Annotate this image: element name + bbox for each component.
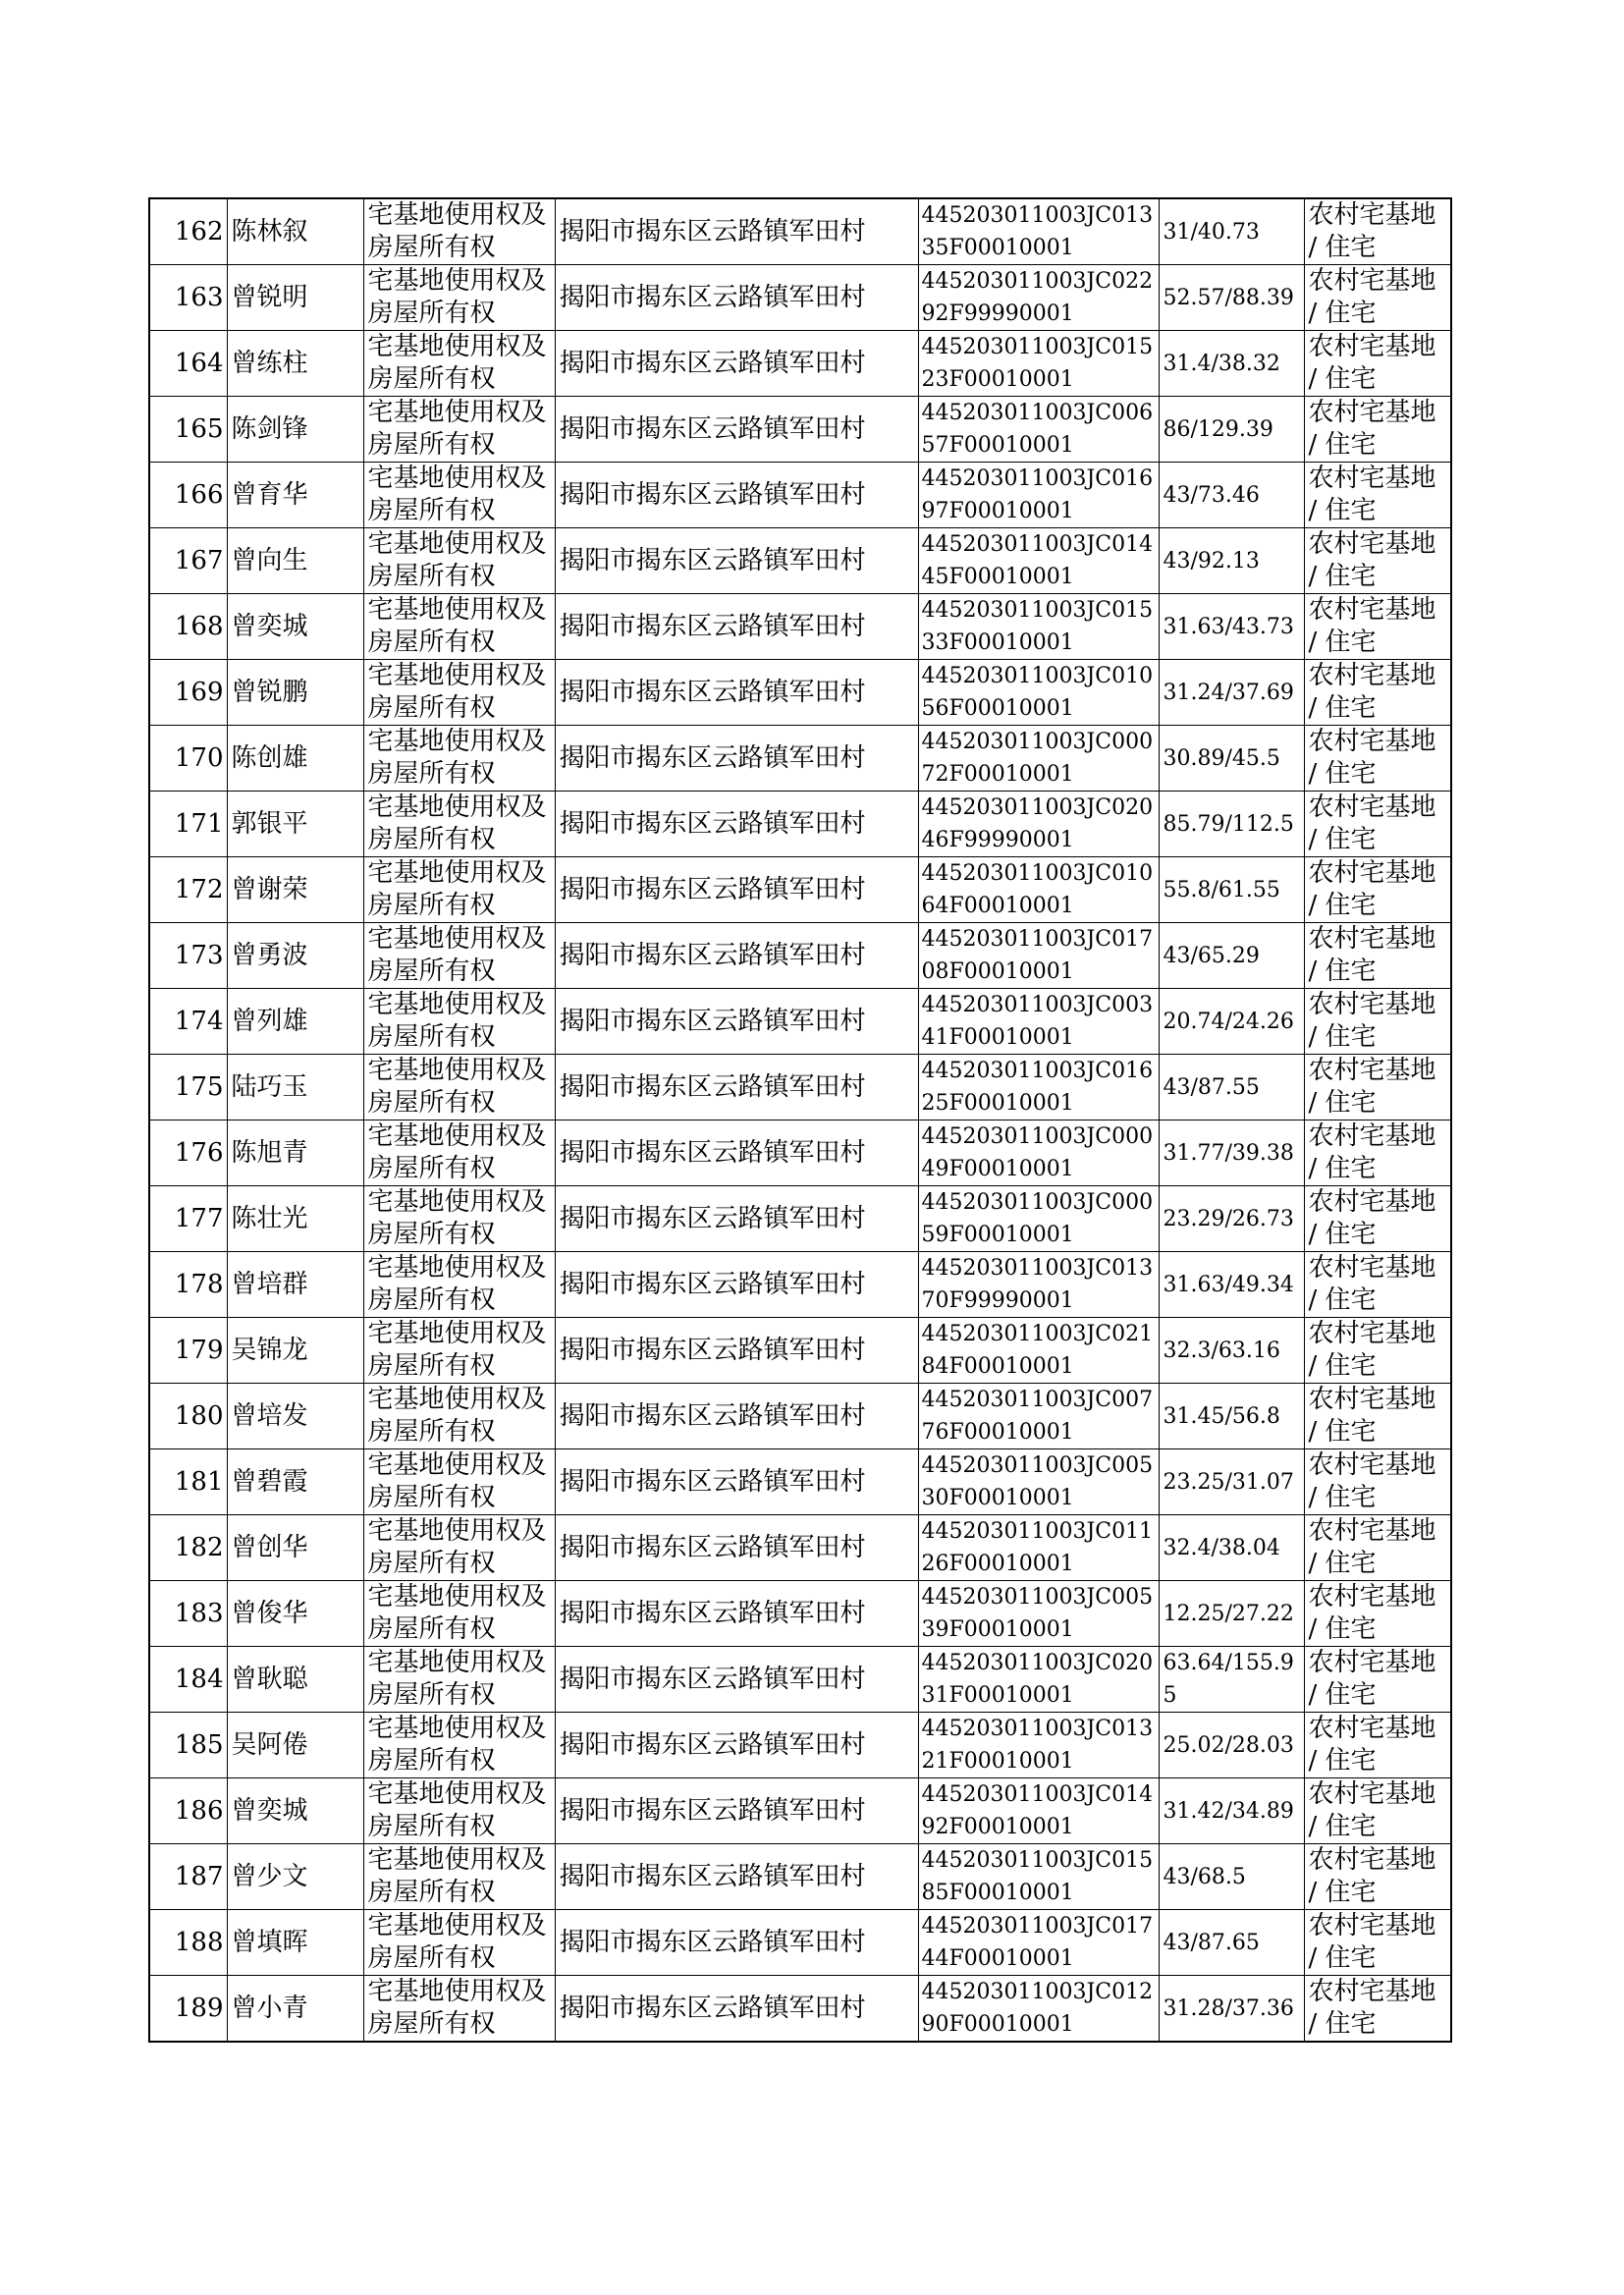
land-use-cell: 农村宅基地 / 住宅 bbox=[1304, 1647, 1451, 1713]
registry-table-body bbox=[149, 198, 1451, 2042]
land-use-cell: 农村宅基地 / 住宅 bbox=[1304, 594, 1451, 660]
land-use-cell: 农村宅基地 / 住宅 bbox=[1304, 1318, 1451, 1384]
row-number-cell: 165 bbox=[149, 397, 227, 463]
right-type-cell: 宅基地使用权及房屋所有权 bbox=[363, 528, 555, 594]
row-number-cell: 179 bbox=[149, 1318, 227, 1384]
row-number-cell: 188 bbox=[149, 1910, 227, 1976]
land-use-cell: 农村宅基地 / 住宅 bbox=[1304, 463, 1451, 528]
area-cell: 31.63/49.34 bbox=[1159, 1252, 1304, 1318]
row-number-cell: 177 bbox=[149, 1186, 227, 1252]
registry-table bbox=[148, 197, 1452, 2043]
land-use-cell: 农村宅基地 / 住宅 bbox=[1304, 331, 1451, 397]
row-number-cell: 172 bbox=[149, 857, 227, 923]
table-row bbox=[149, 265, 1451, 331]
row-number-cell: 183 bbox=[149, 1581, 227, 1647]
owner-name-cell: 曾奕城 bbox=[227, 594, 363, 660]
row-number-cell: 176 bbox=[149, 1120, 227, 1186]
address-cell: 揭阳市揭东区云路镇军田村 bbox=[555, 528, 918, 594]
address-cell: 揭阳市揭东区云路镇军田村 bbox=[555, 726, 918, 792]
right-type-cell: 宅基地使用权及房屋所有权 bbox=[363, 726, 555, 792]
owner-name-cell: 曾创华 bbox=[227, 1515, 363, 1581]
unit-code-cell: 445203011003JC01445F00010001 bbox=[918, 528, 1159, 594]
unit-code-cell: 445203011003JC01523F00010001 bbox=[918, 331, 1159, 397]
table-row bbox=[149, 923, 1451, 989]
unit-code-cell: 445203011003JC00776F00010001 bbox=[918, 1384, 1159, 1449]
address-cell: 揭阳市揭东区云路镇军田村 bbox=[555, 1318, 918, 1384]
owner-name-cell: 曾小青 bbox=[227, 1976, 363, 2043]
land-use-cell: 农村宅基地 / 住宅 bbox=[1304, 1384, 1451, 1449]
owner-name-cell: 曾向生 bbox=[227, 528, 363, 594]
area-cell: 31.45/56.8 bbox=[1159, 1384, 1304, 1449]
row-number-cell: 185 bbox=[149, 1713, 227, 1778]
land-use-cell: 农村宅基地 / 住宅 bbox=[1304, 1055, 1451, 1120]
table-row bbox=[149, 331, 1451, 397]
address-cell: 揭阳市揭东区云路镇军田村 bbox=[555, 331, 918, 397]
unit-code-cell: 445203011003JC01064F00010001 bbox=[918, 857, 1159, 923]
unit-code-cell: 445203011003JC01697F00010001 bbox=[918, 463, 1159, 528]
table-row bbox=[149, 594, 1451, 660]
table-row bbox=[149, 1318, 1451, 1384]
land-use-cell: 农村宅基地 / 住宅 bbox=[1304, 1449, 1451, 1515]
row-number-cell: 166 bbox=[149, 463, 227, 528]
address-cell: 揭阳市揭东区云路镇军田村 bbox=[555, 923, 918, 989]
right-type-cell: 宅基地使用权及房屋所有权 bbox=[363, 1647, 555, 1713]
area-cell: 43/65.29 bbox=[1159, 923, 1304, 989]
land-use-cell: 农村宅基地 / 住宅 bbox=[1304, 726, 1451, 792]
address-cell: 揭阳市揭东区云路镇军田村 bbox=[555, 792, 918, 857]
owner-name-cell: 曾列雄 bbox=[227, 989, 363, 1055]
owner-name-cell: 曾培群 bbox=[227, 1252, 363, 1318]
table-row bbox=[149, 726, 1451, 792]
area-cell: 20.74/24.26 bbox=[1159, 989, 1304, 1055]
owner-name-cell: 曾锐鹏 bbox=[227, 660, 363, 726]
owner-name-cell: 陈剑锋 bbox=[227, 397, 363, 463]
land-use-cell: 农村宅基地 / 住宅 bbox=[1304, 660, 1451, 726]
row-number-cell: 178 bbox=[149, 1252, 227, 1318]
right-type-cell: 宅基地使用权及房屋所有权 bbox=[363, 1252, 555, 1318]
land-use-cell: 农村宅基地 / 住宅 bbox=[1304, 1778, 1451, 1844]
right-type-cell: 宅基地使用权及房屋所有权 bbox=[363, 1120, 555, 1186]
address-cell: 揭阳市揭东区云路镇军田村 bbox=[555, 397, 918, 463]
land-use-cell: 农村宅基地 / 住宅 bbox=[1304, 1713, 1451, 1778]
unit-code-cell: 445203011003JC01335F00010001 bbox=[918, 198, 1159, 265]
owner-name-cell: 陈林叙 bbox=[227, 198, 363, 265]
owner-name-cell: 曾奕城 bbox=[227, 1778, 363, 1844]
table-row bbox=[149, 1976, 1451, 2043]
table-row bbox=[149, 1186, 1451, 1252]
unit-code-cell: 445203011003JC00530F00010001 bbox=[918, 1449, 1159, 1515]
land-use-cell: 农村宅基地 / 住宅 bbox=[1304, 1186, 1451, 1252]
table-row bbox=[149, 1647, 1451, 1713]
land-use-cell: 农村宅基地 / 住宅 bbox=[1304, 265, 1451, 331]
right-type-cell: 宅基地使用权及房屋所有权 bbox=[363, 1515, 555, 1581]
land-use-cell: 农村宅基地 / 住宅 bbox=[1304, 792, 1451, 857]
unit-code-cell: 445203011003JC01585F00010001 bbox=[918, 1844, 1159, 1910]
land-use-cell: 农村宅基地 / 住宅 bbox=[1304, 1976, 1451, 2043]
row-number-cell: 173 bbox=[149, 923, 227, 989]
unit-code-cell: 445203011003JC00072F00010001 bbox=[918, 726, 1159, 792]
area-cell: 12.25/27.22 bbox=[1159, 1581, 1304, 1647]
row-number-cell: 175 bbox=[149, 1055, 227, 1120]
address-cell: 揭阳市揭东区云路镇军田村 bbox=[555, 1910, 918, 1976]
land-use-cell: 农村宅基地 / 住宅 bbox=[1304, 1910, 1451, 1976]
row-number-cell: 181 bbox=[149, 1449, 227, 1515]
right-type-cell: 宅基地使用权及房屋所有权 bbox=[363, 331, 555, 397]
address-cell: 揭阳市揭东区云路镇军田村 bbox=[555, 1515, 918, 1581]
owner-name-cell: 陈壮光 bbox=[227, 1186, 363, 1252]
unit-code-cell: 445203011003JC01056F00010001 bbox=[918, 660, 1159, 726]
area-cell: 25.02/28.03 bbox=[1159, 1713, 1304, 1778]
table-row bbox=[149, 989, 1451, 1055]
right-type-cell: 宅基地使用权及房屋所有权 bbox=[363, 1976, 555, 2043]
area-cell: 32.4/38.04 bbox=[1159, 1515, 1304, 1581]
unit-code-cell: 445203011003JC00657F00010001 bbox=[918, 397, 1159, 463]
table-row bbox=[149, 1515, 1451, 1581]
unit-code-cell: 445203011003JC02046F99990001 bbox=[918, 792, 1159, 857]
area-cell: 23.25/31.07 bbox=[1159, 1449, 1304, 1515]
unit-code-cell: 445203011003JC00539F00010001 bbox=[918, 1581, 1159, 1647]
owner-name-cell: 曾碧霞 bbox=[227, 1449, 363, 1515]
row-number-cell: 182 bbox=[149, 1515, 227, 1581]
right-type-cell: 宅基地使用权及房屋所有权 bbox=[363, 660, 555, 726]
row-number-cell: 167 bbox=[149, 528, 227, 594]
address-cell: 揭阳市揭东区云路镇军田村 bbox=[555, 1581, 918, 1647]
owner-name-cell: 陈旭青 bbox=[227, 1120, 363, 1186]
right-type-cell: 宅基地使用权及房屋所有权 bbox=[363, 594, 555, 660]
land-use-cell: 农村宅基地 / 住宅 bbox=[1304, 528, 1451, 594]
area-cell: 85.79/112.5 bbox=[1159, 792, 1304, 857]
unit-code-cell: 445203011003JC00341F00010001 bbox=[918, 989, 1159, 1055]
unit-code-cell: 445203011003JC02292F99990001 bbox=[918, 265, 1159, 331]
owner-name-cell: 陆巧玉 bbox=[227, 1055, 363, 1120]
unit-code-cell: 445203011003JC00049F00010001 bbox=[918, 1120, 1159, 1186]
table-row bbox=[149, 792, 1451, 857]
table-row bbox=[149, 1581, 1451, 1647]
address-cell: 揭阳市揭东区云路镇军田村 bbox=[555, 989, 918, 1055]
owner-name-cell: 曾锐明 bbox=[227, 265, 363, 331]
row-number-cell: 170 bbox=[149, 726, 227, 792]
right-type-cell: 宅基地使用权及房屋所有权 bbox=[363, 1844, 555, 1910]
table-row bbox=[149, 198, 1451, 265]
address-cell: 揭阳市揭东区云路镇军田村 bbox=[555, 1186, 918, 1252]
area-cell: 32.3/63.16 bbox=[1159, 1318, 1304, 1384]
owner-name-cell: 陈创雄 bbox=[227, 726, 363, 792]
unit-code-cell: 445203011003JC01533F00010001 bbox=[918, 594, 1159, 660]
address-cell: 揭阳市揭东区云路镇军田村 bbox=[555, 1647, 918, 1713]
owner-name-cell: 曾耿聪 bbox=[227, 1647, 363, 1713]
area-cell: 31.63/43.73 bbox=[1159, 594, 1304, 660]
address-cell: 揭阳市揭东区云路镇军田村 bbox=[555, 198, 918, 265]
table-row bbox=[149, 397, 1451, 463]
area-cell: 86/129.39 bbox=[1159, 397, 1304, 463]
table-row bbox=[149, 528, 1451, 594]
right-type-cell: 宅基地使用权及房屋所有权 bbox=[363, 1318, 555, 1384]
owner-name-cell: 曾谢荣 bbox=[227, 857, 363, 923]
area-cell: 31.24/37.69 bbox=[1159, 660, 1304, 726]
right-type-cell: 宅基地使用权及房屋所有权 bbox=[363, 857, 555, 923]
owner-name-cell: 曾练柱 bbox=[227, 331, 363, 397]
owner-name-cell: 曾培发 bbox=[227, 1384, 363, 1449]
right-type-cell: 宅基地使用权及房屋所有权 bbox=[363, 397, 555, 463]
address-cell: 揭阳市揭东区云路镇军田村 bbox=[555, 463, 918, 528]
area-cell: 31.77/39.38 bbox=[1159, 1120, 1304, 1186]
area-cell: 31.28/37.36 bbox=[1159, 1976, 1304, 2043]
area-cell: 31.4/38.32 bbox=[1159, 331, 1304, 397]
row-number-cell: 180 bbox=[149, 1384, 227, 1449]
address-cell: 揭阳市揭东区云路镇军田村 bbox=[555, 1055, 918, 1120]
land-use-cell: 农村宅基地 / 住宅 bbox=[1304, 923, 1451, 989]
address-cell: 揭阳市揭东区云路镇军田村 bbox=[555, 594, 918, 660]
address-cell: 揭阳市揭东区云路镇军田村 bbox=[555, 1120, 918, 1186]
right-type-cell: 宅基地使用权及房屋所有权 bbox=[363, 792, 555, 857]
table-row bbox=[149, 1910, 1451, 1976]
address-cell: 揭阳市揭东区云路镇军田村 bbox=[555, 1778, 918, 1844]
table-row bbox=[149, 660, 1451, 726]
area-cell: 52.57/88.39 bbox=[1159, 265, 1304, 331]
table-row bbox=[149, 1449, 1451, 1515]
owner-name-cell: 曾少文 bbox=[227, 1844, 363, 1910]
row-number-cell: 189 bbox=[149, 1976, 227, 2043]
area-cell: 23.29/26.73 bbox=[1159, 1186, 1304, 1252]
row-number-cell: 168 bbox=[149, 594, 227, 660]
land-use-cell: 农村宅基地 / 住宅 bbox=[1304, 1844, 1451, 1910]
unit-code-cell: 445203011003JC01321F00010001 bbox=[918, 1713, 1159, 1778]
row-number-cell: 171 bbox=[149, 792, 227, 857]
right-type-cell: 宅基地使用权及房屋所有权 bbox=[363, 463, 555, 528]
land-use-cell: 农村宅基地 / 住宅 bbox=[1304, 857, 1451, 923]
row-number-cell: 169 bbox=[149, 660, 227, 726]
table-row bbox=[149, 463, 1451, 528]
land-use-cell: 农村宅基地 / 住宅 bbox=[1304, 397, 1451, 463]
right-type-cell: 宅基地使用权及房屋所有权 bbox=[363, 1910, 555, 1976]
row-number-cell: 163 bbox=[149, 265, 227, 331]
table-row bbox=[149, 1055, 1451, 1120]
right-type-cell: 宅基地使用权及房屋所有权 bbox=[363, 198, 555, 265]
area-cell: 43/92.13 bbox=[1159, 528, 1304, 594]
area-cell: 31.42/34.89 bbox=[1159, 1778, 1304, 1844]
land-use-cell: 农村宅基地 / 住宅 bbox=[1304, 1120, 1451, 1186]
table-row bbox=[149, 1713, 1451, 1778]
owner-name-cell: 曾勇波 bbox=[227, 923, 363, 989]
area-cell: 43/87.55 bbox=[1159, 1055, 1304, 1120]
area-cell: 63.64/155.95 bbox=[1159, 1647, 1304, 1713]
unit-code-cell: 445203011003JC01492F00010001 bbox=[918, 1778, 1159, 1844]
unit-code-cell: 445203011003JC01744F00010001 bbox=[918, 1910, 1159, 1976]
right-type-cell: 宅基地使用权及房屋所有权 bbox=[363, 265, 555, 331]
table-row bbox=[149, 1252, 1451, 1318]
table-row bbox=[149, 1844, 1451, 1910]
land-use-cell: 农村宅基地 / 住宅 bbox=[1304, 1252, 1451, 1318]
address-cell: 揭阳市揭东区云路镇军田村 bbox=[555, 265, 918, 331]
unit-code-cell: 445203011003JC01625F00010001 bbox=[918, 1055, 1159, 1120]
land-use-cell: 农村宅基地 / 住宅 bbox=[1304, 198, 1451, 265]
owner-name-cell: 曾育华 bbox=[227, 463, 363, 528]
right-type-cell: 宅基地使用权及房屋所有权 bbox=[363, 1449, 555, 1515]
address-cell: 揭阳市揭东区云路镇军田村 bbox=[555, 1384, 918, 1449]
right-type-cell: 宅基地使用权及房屋所有权 bbox=[363, 1384, 555, 1449]
row-number-cell: 162 bbox=[149, 198, 227, 265]
owner-name-cell: 吴阿倦 bbox=[227, 1713, 363, 1778]
row-number-cell: 174 bbox=[149, 989, 227, 1055]
area-cell: 31/40.73 bbox=[1159, 198, 1304, 265]
right-type-cell: 宅基地使用权及房屋所有权 bbox=[363, 923, 555, 989]
row-number-cell: 187 bbox=[149, 1844, 227, 1910]
unit-code-cell: 445203011003JC02184F00010001 bbox=[918, 1318, 1159, 1384]
right-type-cell: 宅基地使用权及房屋所有权 bbox=[363, 1055, 555, 1120]
unit-code-cell: 445203011003JC02031F00010001 bbox=[918, 1647, 1159, 1713]
unit-code-cell: 445203011003JC01370F99990001 bbox=[918, 1252, 1159, 1318]
address-cell: 揭阳市揭东区云路镇军田村 bbox=[555, 1252, 918, 1318]
unit-code-cell: 445203011003JC00059F00010001 bbox=[918, 1186, 1159, 1252]
area-cell: 43/73.46 bbox=[1159, 463, 1304, 528]
area-cell: 55.8/61.55 bbox=[1159, 857, 1304, 923]
row-number-cell: 164 bbox=[149, 331, 227, 397]
right-type-cell: 宅基地使用权及房屋所有权 bbox=[363, 1778, 555, 1844]
table-row bbox=[149, 1384, 1451, 1449]
area-cell: 43/68.5 bbox=[1159, 1844, 1304, 1910]
unit-code-cell: 445203011003JC01126F00010001 bbox=[918, 1515, 1159, 1581]
owner-name-cell: 曾填晖 bbox=[227, 1910, 363, 1976]
land-use-cell: 农村宅基地 / 住宅 bbox=[1304, 1581, 1451, 1647]
unit-code-cell: 445203011003JC01708F00010001 bbox=[918, 923, 1159, 989]
address-cell: 揭阳市揭东区云路镇军田村 bbox=[555, 660, 918, 726]
address-cell: 揭阳市揭东区云路镇军田村 bbox=[555, 857, 918, 923]
address-cell: 揭阳市揭东区云路镇军田村 bbox=[555, 1844, 918, 1910]
table-row bbox=[149, 1778, 1451, 1844]
right-type-cell: 宅基地使用权及房屋所有权 bbox=[363, 1713, 555, 1778]
table-row bbox=[149, 1120, 1451, 1186]
unit-code-cell: 445203011003JC01290F00010001 bbox=[918, 1976, 1159, 2043]
right-type-cell: 宅基地使用权及房屋所有权 bbox=[363, 989, 555, 1055]
owner-name-cell: 吴锦龙 bbox=[227, 1318, 363, 1384]
address-cell: 揭阳市揭东区云路镇军田村 bbox=[555, 1449, 918, 1515]
address-cell: 揭阳市揭东区云路镇军田村 bbox=[555, 1713, 918, 1778]
area-cell: 30.89/45.5 bbox=[1159, 726, 1304, 792]
land-use-cell: 农村宅基地 / 住宅 bbox=[1304, 989, 1451, 1055]
right-type-cell: 宅基地使用权及房屋所有权 bbox=[363, 1581, 555, 1647]
row-number-cell: 184 bbox=[149, 1647, 227, 1713]
table-row bbox=[149, 857, 1451, 923]
land-use-cell: 农村宅基地 / 住宅 bbox=[1304, 1515, 1451, 1581]
right-type-cell: 宅基地使用权及房屋所有权 bbox=[363, 1186, 555, 1252]
area-cell: 43/87.65 bbox=[1159, 1910, 1304, 1976]
address-cell: 揭阳市揭东区云路镇军田村 bbox=[555, 1976, 918, 2043]
owner-name-cell: 曾俊华 bbox=[227, 1581, 363, 1647]
row-number-cell: 186 bbox=[149, 1778, 227, 1844]
owner-name-cell: 郭银平 bbox=[227, 792, 363, 857]
